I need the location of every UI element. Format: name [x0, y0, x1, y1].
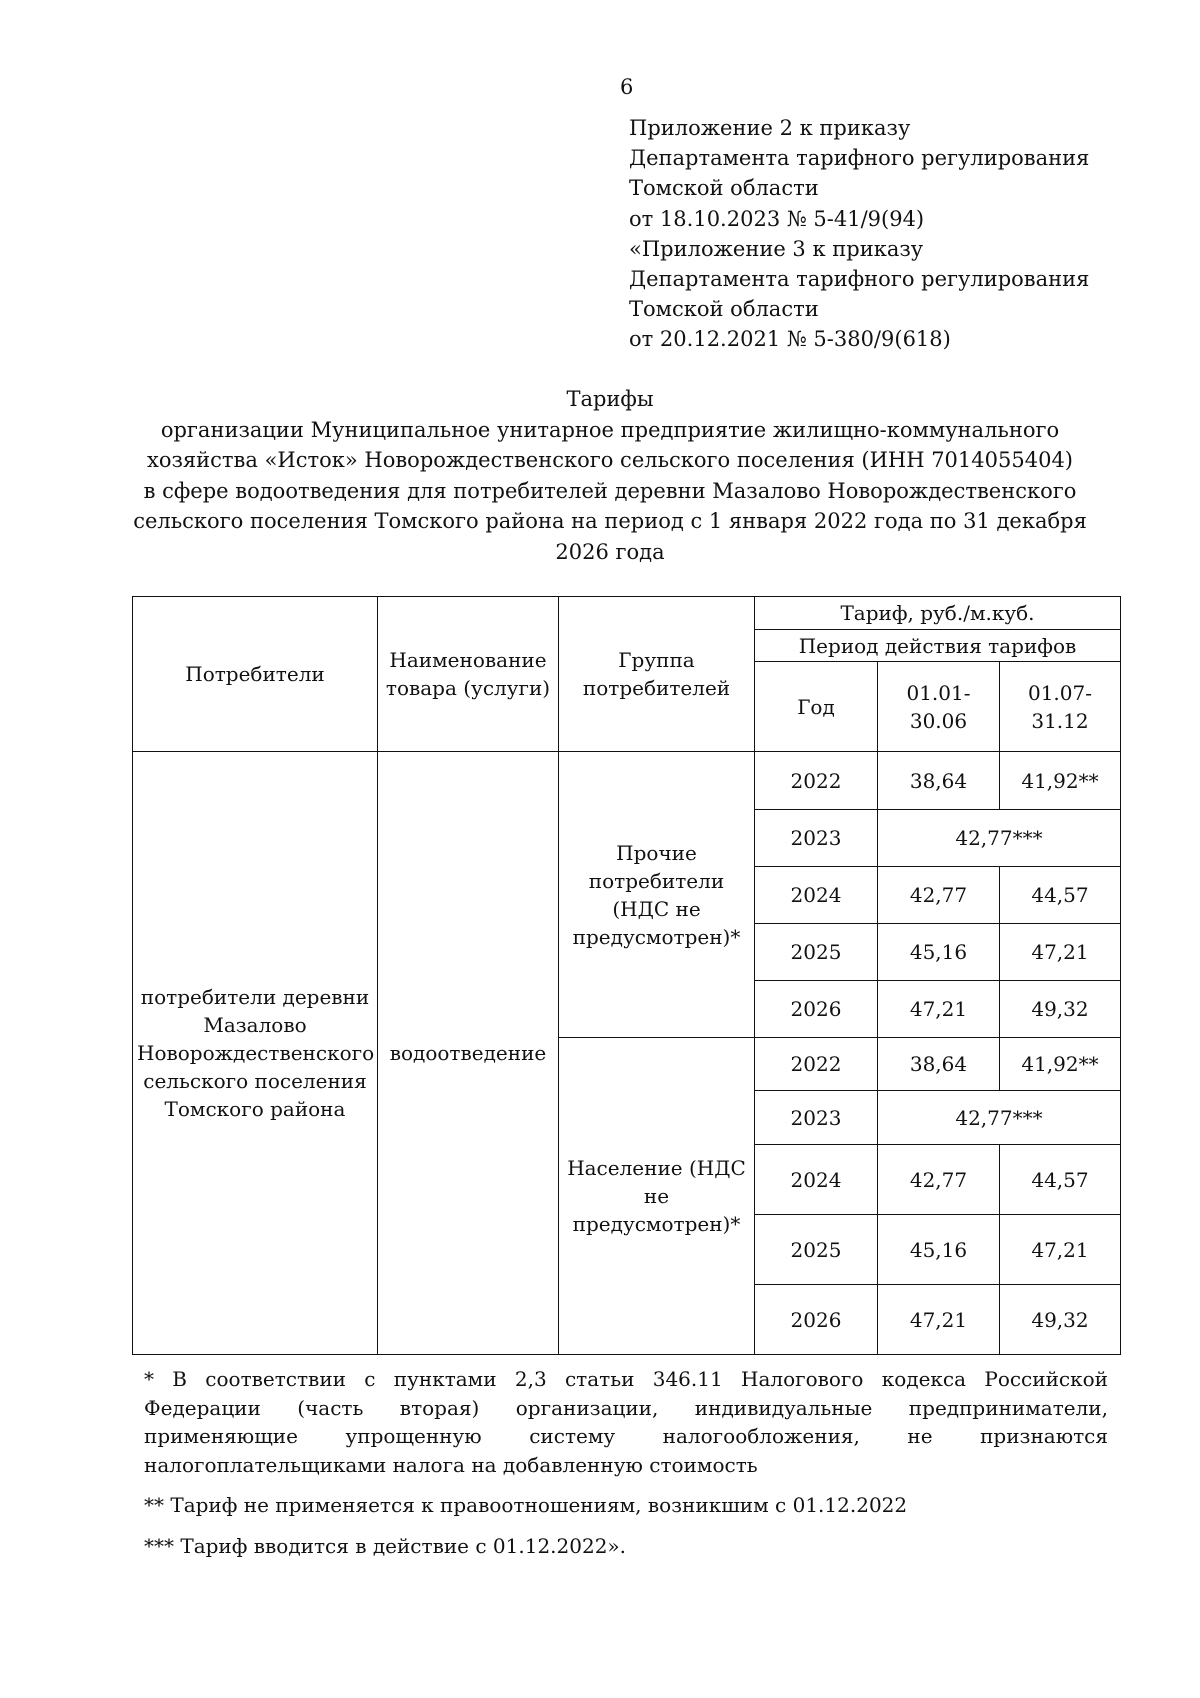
- tariff-cell: 47,21: [1000, 924, 1121, 981]
- consumer-cell: потребители деревни Мазалово Новорождественского сельского поселения Томского района: [133, 752, 378, 1355]
- year-cell: 2022: [755, 752, 878, 810]
- tariff-cell: 47,21: [878, 1285, 1000, 1355]
- tariff-cell: 44,57: [1000, 1145, 1121, 1215]
- year-cell: 2026: [755, 981, 878, 1038]
- title-line: сельского поселения Томского района на период с 1 января 2022 года по 31 декабря: [133, 509, 1087, 533]
- tariff-cell: 49,32: [1000, 981, 1121, 1038]
- title-line: хозяйства «Исток» Новорождественского сельского поселения (ИНН 7014055404): [146, 448, 1073, 472]
- header-consumers: Потребители: [133, 597, 378, 752]
- tariff-cell: 44,57: [1000, 867, 1121, 924]
- header-group: Группа потребителей: [559, 597, 755, 752]
- header-tariff: Тариф, руб./м.куб.: [755, 597, 1121, 630]
- appendix-line: Приложение 2 к приказу: [629, 116, 911, 140]
- footnote: *** Тариф вводится в действие с 01.12.2022».: [144, 1533, 627, 1558]
- tariff-table: [132, 596, 1121, 1355]
- year-cell: 2023: [755, 1091, 878, 1145]
- tariff-cell: 41,92**: [1000, 752, 1121, 810]
- appendix-reference: [629, 113, 1089, 355]
- document-title: [130, 384, 1090, 567]
- year-cell: 2026: [755, 1285, 878, 1355]
- tariff-cell: 49,32: [1000, 1285, 1121, 1355]
- title-line: в сфере водоотведения для потребителей деревни Мазалово Новорождественского: [143, 478, 1077, 503]
- footnotes: [144, 1365, 1108, 1572]
- appendix-line: «Приложение 3 к приказу: [629, 236, 924, 261]
- year-cell: 2022: [755, 1038, 878, 1091]
- appendix-line: от 18.10.2023 № 5-41/9(94): [629, 206, 925, 231]
- header-service: Наименование товара (услуги): [378, 597, 559, 752]
- header-half2: 01.07- 31.12: [1000, 662, 1121, 752]
- service-cell: водоотведение: [378, 752, 559, 1355]
- header-year: Год: [755, 662, 878, 752]
- tariff-cell: 42,77: [878, 867, 1000, 924]
- title-line: Тарифы: [566, 387, 654, 411]
- footnote: * В соответствии с пунктами 2,3 статьи 346.11 Налогового кодекса Российской Федерации (часть вторая) организации, индивидуальные предприниматели, применяющие упрощенную систему налогообложения, не признаются налогоплательщиками налога на добавленную стоимость: [144, 1367, 1108, 1477]
- group-cell: Население (НДС не предусмотрен)*: [559, 1038, 755, 1355]
- title-line: организации Муниципальное унитарное предприятие жилищно-коммунального: [160, 417, 1060, 442]
- appendix-line: Департамента тарифного регулирования: [629, 146, 1090, 171]
- tariff-cell: 41,92**: [1000, 1038, 1121, 1091]
- group-cell: Прочие потребители (НДС не предусмотрен)*: [559, 752, 755, 1038]
- appendix-line: от 20.12.2021 № 5-380/9(618): [629, 327, 951, 352]
- tariff-cell: 38,64: [878, 1038, 1000, 1091]
- tariff-cell-merged: 42,77***: [878, 1091, 1121, 1145]
- year-cell: 2025: [755, 1215, 878, 1285]
- appendix-line: Департамента тарифного регулирования: [629, 267, 1090, 292]
- tariff-cell: 45,16: [878, 924, 1000, 981]
- tariff-cell: 38,64: [878, 752, 1000, 810]
- page-number: 6: [620, 75, 634, 99]
- tariff-cell: 47,21: [1000, 1215, 1121, 1285]
- tariff-cell: 45,16: [878, 1215, 1000, 1285]
- footnote: ** Тариф не применяется к правоотношениям, возникшим с 01.12.2022: [144, 1493, 908, 1517]
- year-cell: 2025: [755, 924, 878, 981]
- header-period: Период действия тарифов: [755, 630, 1121, 662]
- appendix-line: Томской области: [629, 176, 819, 201]
- title-line: 2026 года: [555, 539, 665, 564]
- tariff-cell-merged: 42,77***: [878, 810, 1121, 867]
- tariff-cell: 47,21: [878, 981, 1000, 1038]
- year-cell: 2024: [755, 867, 878, 924]
- year-cell: 2023: [755, 810, 878, 867]
- header-half1: 01.01- 30.06: [878, 662, 1000, 752]
- appendix-line: Томской области: [629, 297, 819, 322]
- year-cell: 2024: [755, 1145, 878, 1215]
- tariff-cell: 42,77: [878, 1145, 1000, 1215]
